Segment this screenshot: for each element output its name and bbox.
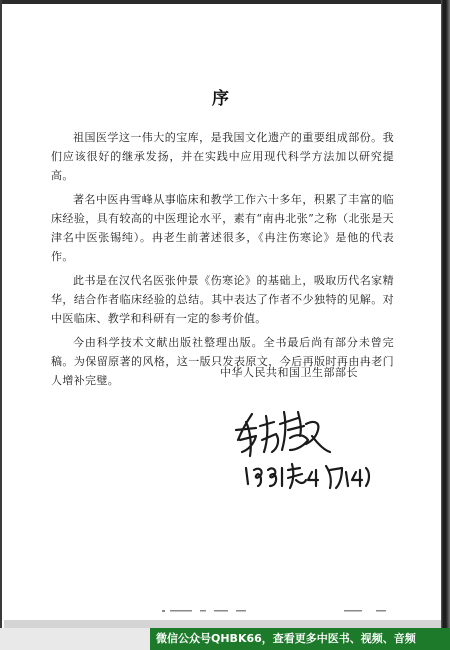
paragraph-1: 祖国医学这一伟大的宝库，是我国文化遗产的重要组成部份。我们应该很好的继承发扬，并在实践中应用现代科学方法加以研究提高。	[51, 131, 394, 182]
scan-noise	[4, 604, 443, 618]
preface-body	[51, 128, 394, 390]
paragraph-3: 此书是在汉代名医张仲景《伤寒论》的基础上，吸取历代名家精华，结合作者临床经验的总结。其中表达了作者不少独特的见解。对中医临床、教学和科研有一定的参考价值。	[51, 274, 394, 325]
window-right-border	[441, 0, 450, 650]
page-title: 序	[212, 89, 231, 109]
promo-banner: 微信公众号QHBK66，查看更多中医书、视频、音频	[150, 628, 450, 650]
status-area	[0, 628, 150, 650]
author-title: 中华人民共和国卫生部部长	[220, 366, 358, 379]
paragraph-2: 著名中医冉雪峰从事临床和教学工作六十多年，积累了丰富的临床经验，具有较高的中医理论水平，素有“南冉北张”之称（北张是天津名中医张锡纯）。冉老生前著述很多，《冉注伤寒论》是他的代表作。	[51, 193, 394, 263]
paragraph-4: 今由科学技术文献出版社整理出版。全书最后尚有部分未曾完稿。为保留原著的风格，这一版只发表原文，今后再版时再由冉老门人增补完璧。	[51, 336, 394, 387]
document-page	[2, 4, 441, 616]
handwritten-signature	[226, 400, 376, 496]
